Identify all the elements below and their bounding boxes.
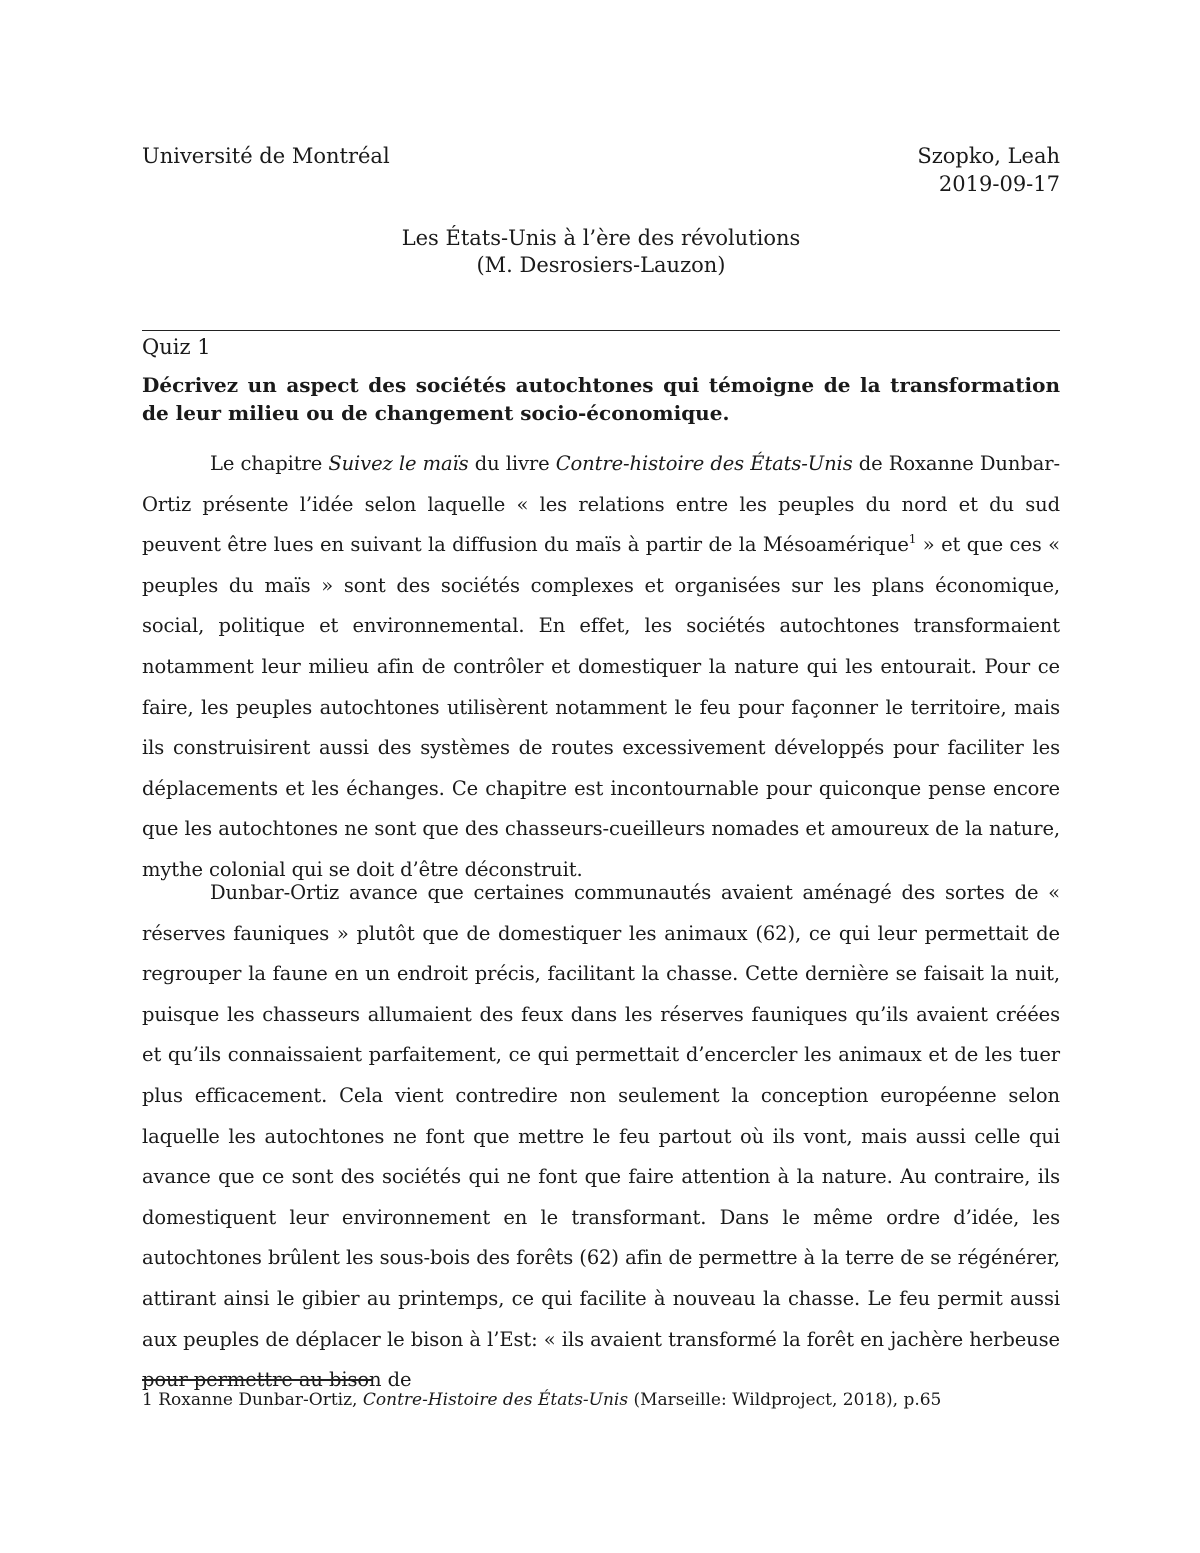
course-professor: (M. Desrosiers-Lauzon)	[476, 253, 726, 277]
footnote	[142, 1388, 1060, 1412]
footnote-separator	[142, 1379, 372, 1381]
institution: Université de Montréal	[142, 144, 390, 168]
footnote-reference[interactable]: 1	[908, 532, 917, 547]
footnote-author: Roxanne Dunbar-Ortiz,	[152, 1390, 363, 1410]
footnote-number: 1	[142, 1390, 153, 1410]
author-name: Szopko, Leah	[917, 144, 1060, 168]
course-title: Les États-Unis à l’ère des révolutions	[401, 226, 801, 250]
paragraph-1-text-d: » et que ces « peuples du maïs » sont des sociétés complexes et organisées sur les plans économique, social, politique et environnemental. En effet, les sociétés autochtones transformaient notamment leur milieu afin de contrôler et domestiquer la nature qui les entourait. Pour ce faire, les peuples autochtones utilisèrent notamment le feu pour façonner le territoire, mais ils construisirent aussi des systèmes de routes excessivement développés pour faciliter les déplacements et les échanges. Ce chapitre est incontournable pour quiconque pense encore que les autochtones ne sont que des chasseurs-cueilleurs nomades et amoureux de la nature, mythe colonial qui se doit d’être déconstruit.	[142, 533, 1061, 881]
separator-line	[142, 330, 1060, 331]
chapter-title: Suivez le maïs	[328, 452, 469, 475]
paragraph-1-text-b: du livre	[468, 452, 556, 475]
paragraph-1-text-c: de Roxanne Dunbar-Ortiz présente l’idée selon laquelle « les relations entre les peuples du nord et du sud peuvent être lues en suivant la diffusion du maïs à partir de la Mésoamérique	[142, 452, 1060, 557]
footnote-publication: (Marseille: Wildproject, 2018), p.65	[628, 1390, 942, 1410]
quiz-question: Décrivez un aspect des sociétés autochtones qui témoigne de la transformation de leur milieu ou de changement socio-économique.	[142, 373, 1060, 425]
footnote-title: Contre-Histoire des États-Unis	[362, 1390, 629, 1410]
date: 2019-09-17	[938, 172, 1060, 196]
paragraph-1-text-a: Le chapitre	[210, 452, 329, 475]
quiz-label: Quiz 1	[142, 335, 211, 359]
book-title: Contre-histoire des États-Unis	[555, 452, 853, 475]
paragraph-1	[142, 444, 1060, 891]
paragraph-2: Dunbar-Ortiz avance que certaines communautés avaient aménagé des sortes de « réserves fauniques » plutôt que de domestiquer les animaux (62), ce qui leur permettait de regrouper la faune en un endroit précis, facilitant la chasse. Cette dernière se faisait la nuit, puisque les chasseurs allumaient des feux dans les réserves fauniques qu’ils avaient créées et qu’ils connaissaient parfaitement, ce qui permettait d’encercler les animaux et de les tuer plus efficacement. Cela vient contredire non seulement la conception européenne selon laquelle les autochtones ne font que mettre le feu partout où ils vont, mais aussi celle qui avance que ce sont des sociétés qui ne font que faire attention à la nature. Au contraire, ils domestiquent leur environnement en le transformant. Dans le même ordre d’idée, les autochtones brûlent les sous-bois des forêts (62) afin de permettre à la terre de se régénérer, attirant ainsi le gibier au printemps, ce qui facilite à nouveau la chasse. Le feu permit aussi aux peuples de déplacer le bison à l’Est: « ils avaient transformé la forêt en jachère herbeuse pour permettre au bison de	[142, 881, 1060, 1392]
